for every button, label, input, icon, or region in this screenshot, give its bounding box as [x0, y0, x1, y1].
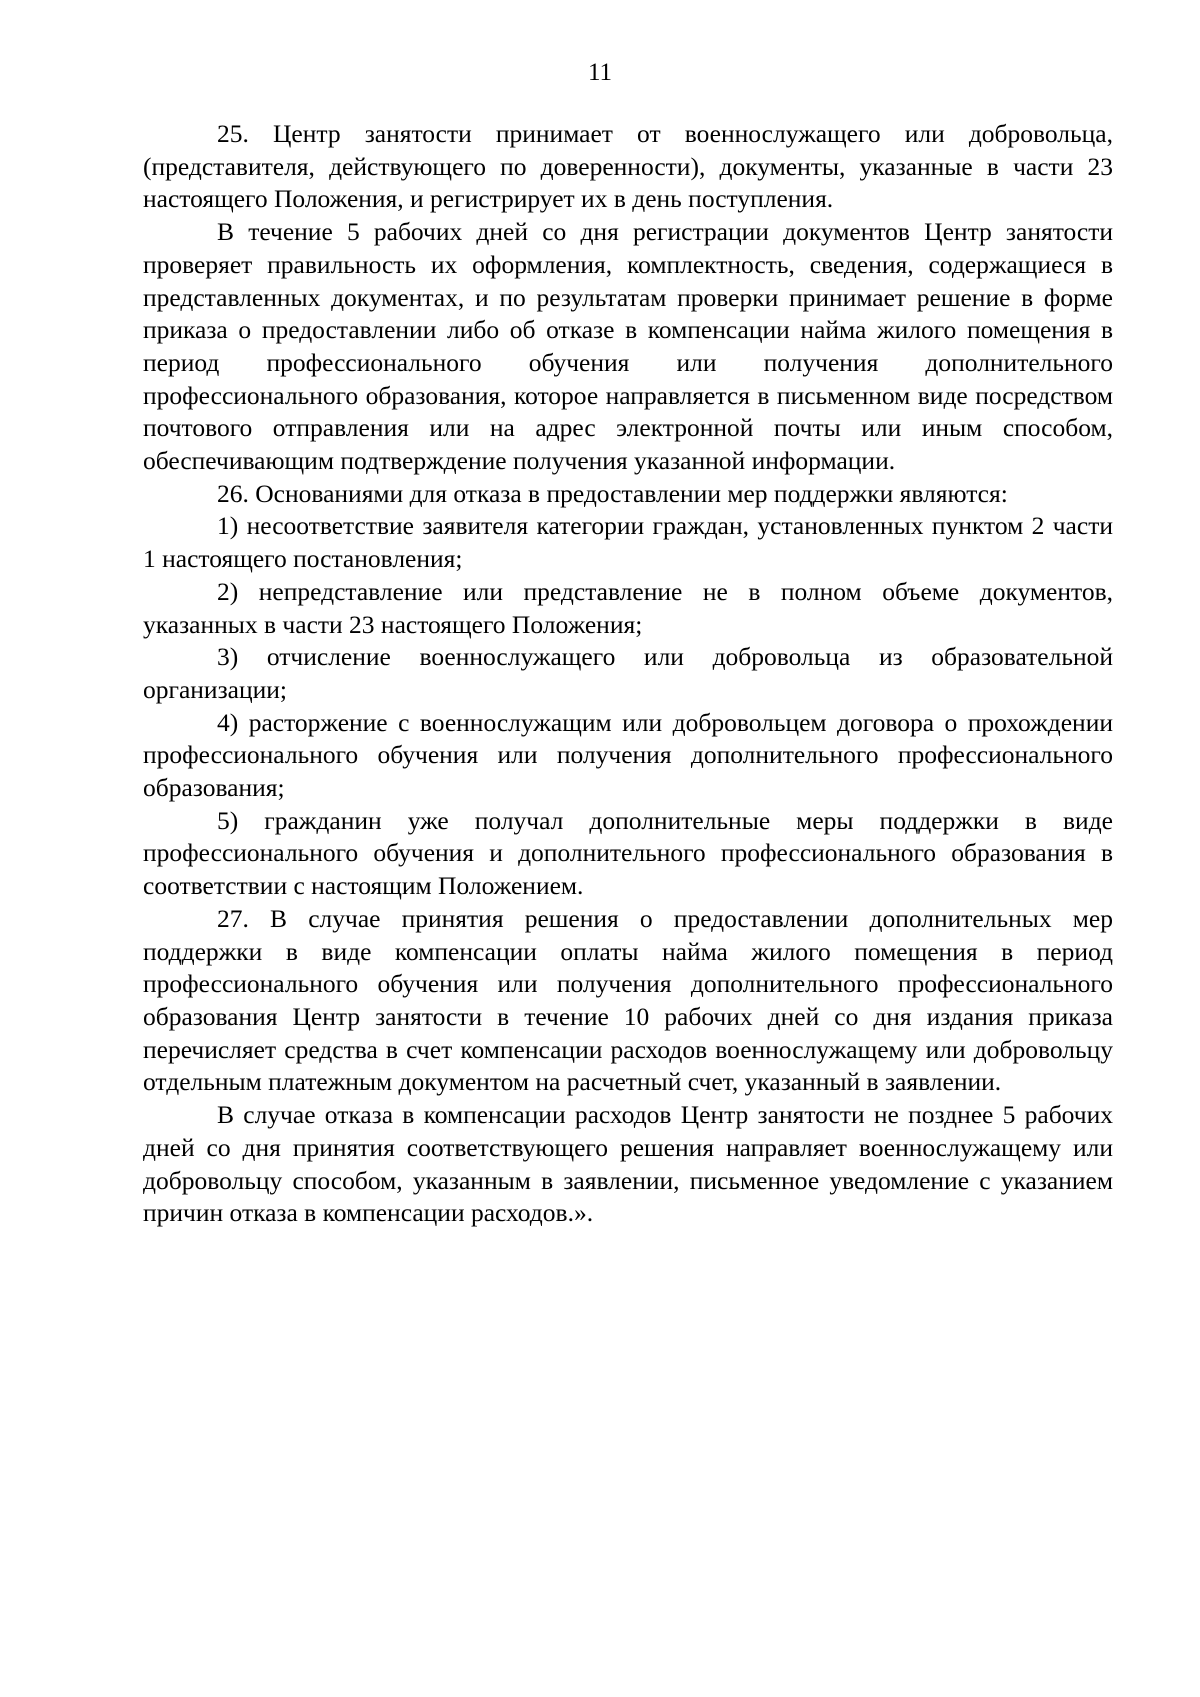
paragraph-25: 25. Центр занятости принимает от военнослужащего или добровольца, (представителя, действующего по доверенности), документы, указанные в части 23 настоящего Положения, и регистрирует их в день поступления.: [143, 119, 1113, 214]
page-number: 11: [587, 59, 613, 86]
paragraph-25-review: В течение 5 рабочих дней со дня регистрации документов Центр занятости проверяет правильность их оформления, комплектность, сведения, содержащиеся в представленных документах, и по результатам проверки принимает решение в форме приказа о предоставлении либо об отказе в компенсации найма жилого помещения в период профессионального обучения или получения дополнительного профессионального образования, которое направляется в письменном виде посредством почтового отправления или на адрес электронной почты или иным способом, обеспечивающим подтверждение получения указанной информации.: [143, 217, 1113, 476]
refusal-ground-2: 2) непредставление или представление не в полном объеме документов, указанных в части 23 настоящего Положения;: [143, 576, 1113, 639]
document-body: [143, 118, 1113, 1230]
refusal-ground-4: 4) расторжение с военнослужащим или добровольцем договора о прохождении профессионального обучения или получения дополнительного профессионального образования;: [143, 707, 1113, 803]
refusal-ground-5: 5) гражданин уже получал дополнительные меры поддержки в виде профессионального обучения и дополнительного профессионального образования в соответствии с настоящим Положением.: [143, 805, 1113, 901]
refusal-ground-3: 3) отчисление военнослужащего или добровольца из образовательной организации;: [143, 642, 1113, 704]
paragraph-27: 27. В случае принятия решения о предоставлении дополнительных мер поддержки в виде компенсации оплаты найма жилого помещения в период профессионального обучения или получения дополнительного профессионального образования Центр занятости в течение 10 рабочих дней со дня издания приказа перечисляет средства в счет компенсации расходов военнослужащему или добровольцу отдельным платежным документом на расчетный счет, указанный в заявлении.: [143, 903, 1113, 1097]
refusal-ground-1: 1) несоответствие заявителя категории граждан, установленных пунктом 2 части 1 настоящего постановления;: [143, 511, 1113, 574]
paragraph-27-refusal: В случае отказа в компенсации расходов Центр занятости не позднее 5 рабочих дней со дня принятия соответствующего решения направляет военнослужащему или добровольцу способом, указанным в заявлении, письменное уведомление с указанием причин отказа в компенсации расходов.».: [143, 1100, 1113, 1228]
paragraph-26: 26. Основаниями для отказа в предоставлении мер поддержки являются:: [217, 478, 1008, 508]
